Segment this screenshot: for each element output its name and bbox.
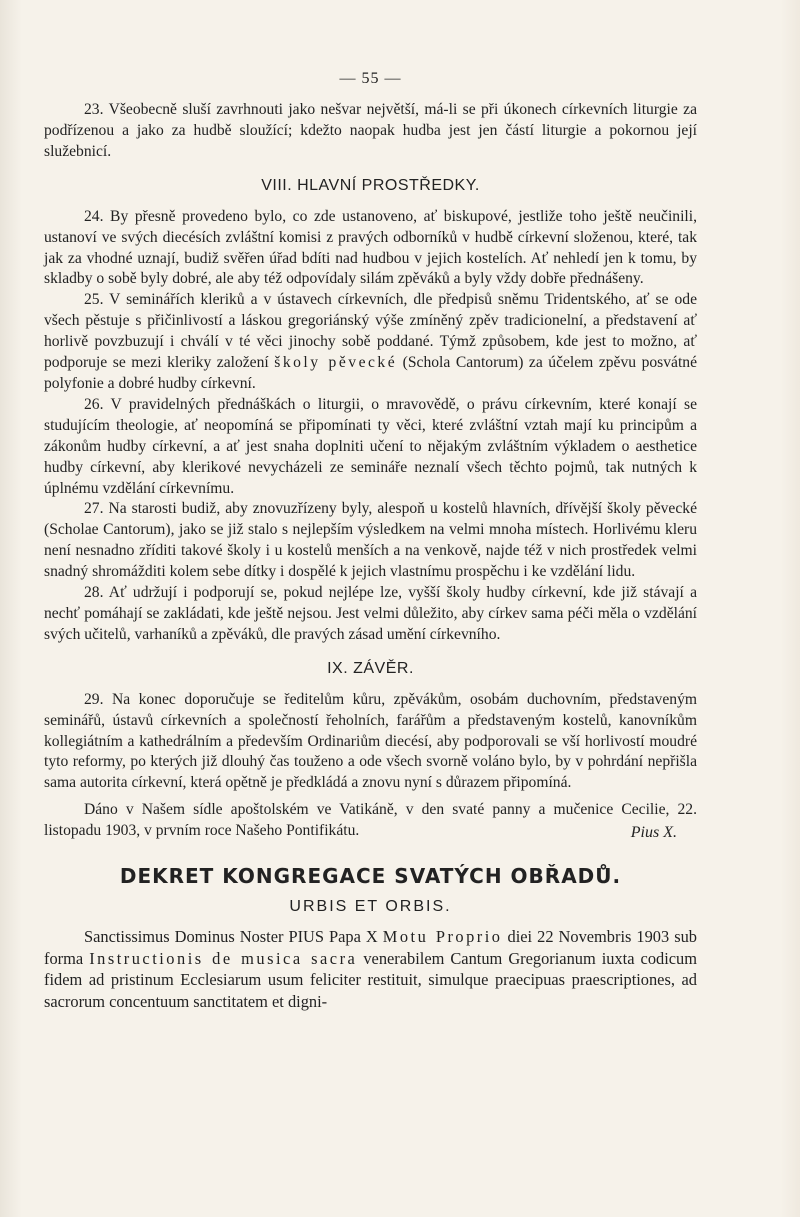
paragraph-27: 27. Na starosti budiž, aby znovuzřízeny byly, alespoň u kostelů hlavních, dřívější školy pěvecké (Scholae Cantorum), jako se již stalo s nejlepším výsledkem na velmi mnoha místech. Horlivému kleru není nesnadno zříditi takové školy i u kostelů menších a na venkově, najde též v nich prostředek velmi snadný shromážditi kolem sebe dítky i dospělé k jejich vlastnímu prospěchu i ke vzdělání lidu. [44, 500, 697, 581]
section-heading-viii: VIII. HLAVNÍ PROSTŘEDKY. [261, 176, 480, 194]
latin-paragraph [44, 926, 697, 1012]
paragraph-25-text-a: 25. V seminářích kleriků a v ústavech církevních, dle předpisů sněmu Tridentského, ať se ode všech pěstuje s přičinlivostí a láskou gregoriánský výše zmíněný zpěv tradicionelní, a představení ať horlivě povzbuzují i chválí v té věci jinochy sobě poddané. Týmž způsobem, kde jest to možno, ať podporuje se mezi kleriky založení [44, 291, 697, 372]
closing-text: Dáno v Našem sídle apoštolském ve Vatikáně, v den svaté panny a mučenice Cecilie, 22. listopadu 1903, v prvním roce Našeho Pontifikátu. [44, 801, 697, 840]
latin-text-2: diei 22 Novembris 1903 sub forma [44, 927, 697, 968]
paragraph-28: 28. Ať udržují i podporují se, pokud nejlépe lze, vyšší školy hudby církevní, kde již stávají a nechť pomáhají se zakládati, kde ještě nejsou. Jest velmi důležito, aby církev sama péči měla o vzdělání svých učitelů, varhaníků a zpěváků, dle pravých zásad umění církevního. [44, 584, 697, 643]
page-number: — 55 — [339, 70, 402, 87]
paragraph-26: 26. V pravidelných přednáškách o liturgii, o mravovědě, o právu církevním, které konají se studujícím theologie, ať neopomíná se připomínati ty věci, které zvláštní vztah mají ku principům a zákonům hudby církevní, a ať jest snaha doplniti učení to nějakým zvláštním výkladem o aesthetice hudby církevní, aby klerikové nevycházeli ze semináře neznalí všech těchto pojmů, tak nutných k úplnému vzdělání církevnímu. [44, 395, 697, 497]
latin-spaced-2: Instructionis de musica sacra [89, 948, 358, 968]
section-heading-ix: IX. ZÁVĚR. [327, 659, 414, 677]
paragraph-29: 29. Na konec doporučuje se ředitelům kůru, zpěvákům, osobám duchovním, představeným seminářů, ústavů církevních a společností řeholních, farářům a představeným kostelů, kanovníkům kollegiátním a kathedrálním a především Ordinariům diecésí, aby podporovali se vší horlivostí moudré tyto reformy, po kterých již dlouhý čas touženo a ode všech svorně voláno bylo, by v pohrdání nepřišla sama autorita církevní, která opětně je předkládá a znovu nyní s důrazem připomíná. [44, 690, 697, 792]
paragraph-25-spaced: školy pěvecké [274, 354, 398, 372]
closing-paragraph [44, 800, 697, 842]
latin-text-1: Sanctissimus Dominus Noster PIUS Papa X [84, 927, 378, 947]
text-column [44, 70, 697, 1012]
latin-text-3: venerabilem Cantum Gregorianum iuxta codicum fidem ad pristinum Ecclesiarum usum feliciter restituit, simulque praecipuas praescriptiones, ad sacrorum concentuum sanctitatem et digni- [44, 948, 697, 1011]
signature: Pius X. [630, 824, 677, 842]
decree-subtitle: URBIS ET ORBIS. [289, 898, 452, 916]
decree-title: DEKRET KONGREGACE SVATÝCH OBŘADŮ. [119, 864, 622, 889]
paragraph-25-text-b: (Schola Cantorum) za účelem zpěvu posvátné polyfonie a dobré hudby církevní. [44, 354, 697, 392]
paragraph-23: 23. Všeobecně sluší zavrhnouti jako nešvar největší, má-li se při úkonech církevních liturgie za podřízenou a jako za hudbě sloužící; kdežto naopak hudba jest jen částí liturgie a pokornou její služebnicí. [44, 101, 697, 160]
paragraph-25 [44, 290, 697, 395]
latin-spaced-1: Motu Proprio [382, 927, 503, 947]
paragraph-24: 24. By přesně provedeno bylo, co zde ustanoveno, ať biskupové, jestliže toho ještě neučinili, ustanoví ve svých diecésích zvláštní komisi z pravých odborníků v hudbě církevní složenou, které, tak jak za vhodné uznají, budiž svěřen úřad bdíti nad hudbou v jejich kostelích. Ať nehledí jen k tomu, by skladby o sobě byly dobré, ale aby též odpovídaly silám zpěváků a byly vždy dobře přednášeny. [44, 207, 697, 288]
